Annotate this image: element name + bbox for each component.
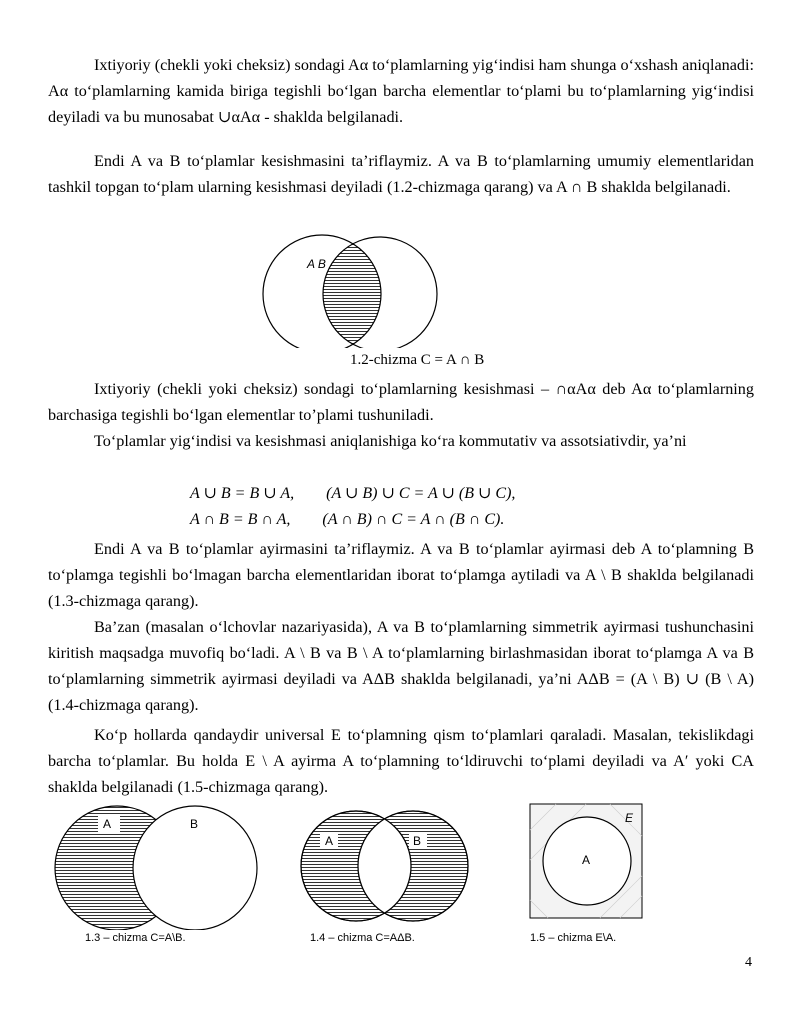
fig15-label-a: A (582, 853, 591, 867)
paragraph-complement: Ko‘p hollarda qandaydir universal E to‘plamning qism to‘plamlari qaraladi. Masalan, tekislikdagi barcha to‘plamlar. Bu holda E \ A ayirma A to‘plamning to‘ldiruvchi to‘plami deyiladi va A′ yoki CA shaklda belgilanadi (1.5-chizmaga qarang). (48, 726, 754, 796)
fig15-label-e: E (625, 811, 634, 825)
fig13-label-a: A (103, 817, 112, 831)
paragraph-intersection-definition: Endi A va B to‘plamlar kesishmasini ta’riflaymiz. A va B to‘plamlarning umumiy elementlaridan tashkil topgan to‘plam ularning kesishmasi deyiladi (1.2-chizmaga qarang) va A ∩ B shaklda belgilanadi. (48, 152, 754, 196)
figure-1-3-difference (0, 800, 800, 930)
fig13-caption: 1.3 – chizma C=A\B. (85, 932, 186, 944)
figure-1-2-intersection (0, 228, 800, 348)
paragraph-union-definition: Ixtiyoriy (chekli yoki cheksiz) sondagi Aα to‘plamlarning yig‘indisi ham shunga o‘xshash aniqlanadi: Aα to‘plamlarning kamida biriga tegishli bo‘lgan barcha elementlar to‘plami bu to‘plamlarning yig‘indisi deyiladi va bu munosabat ∪αAα - shaklda belgilanadi. (48, 56, 754, 126)
fig14-caption: 1.4 – chizma C=AΔB. (310, 932, 415, 944)
fig12-caption: 1.2-chizma C = A ∩ B (350, 352, 485, 368)
paragraph-properties: To‘plamlar yig‘indisi va kesishmasi aniqlanishiga ko‘ra kommutativ va assotsiativdir, ya’ni (94, 432, 687, 450)
formula-commutative-intersection: A ∩ B = B ∩ A, (A ∩ B) ∩ C = A ∩ (B ∩ C). (190, 511, 505, 528)
formula-commutative-union: A ∪ B = B ∪ A, (A ∪ B) ∪ C = A ∪ (B ∪ C), (190, 485, 516, 502)
fig13-label-b: B (190, 817, 199, 831)
page-number: 4 (745, 955, 752, 970)
paragraph-symmetric-difference: Ba’zan (masalan o‘lchovlar nazariyasida), A va B to‘plamlarning simmetrik ayirmasi tushunchasini kiritish maqsadga muvofiq bo‘ladi. A \ B va B \ A to‘plamlarning birlashmasidan iborat to‘plamga A va B to‘plamlarning simmetrik ayirmasi deyiladi va AΔB shaklda belgilanadi, ya’ni AΔB = (A \ B) ∪ (B \ A) (1.4-chizmaga qarang). (48, 618, 754, 714)
paragraph-difference-definition: Endi A va B to‘plamlar ayirmasini ta’riflaymiz. A va B to‘plamlar ayirmasi deb A to‘plamning B to‘plamga tegishli bo‘lmagan barcha elementlaridan iborat to‘plamga aytiladi va A \ B shaklda belgilanadi (1.3-chizmaga qarang). (48, 540, 754, 610)
paragraph-general-intersection: Ixtiyoriy (chekli yoki cheksiz) sondagi to‘plamlarning kesishmasi – ∩αAα deb Aα to‘plamlarning barchasiga tegishli bo‘lgan elementlar to’plami tushuniladi. (48, 380, 754, 424)
fig14-label-a: A (325, 834, 334, 848)
fig14-label-b: B (413, 834, 422, 848)
fig12-label: A B (307, 257, 326, 271)
fig15-caption: 1.5 – chizma E\A. (530, 932, 617, 944)
